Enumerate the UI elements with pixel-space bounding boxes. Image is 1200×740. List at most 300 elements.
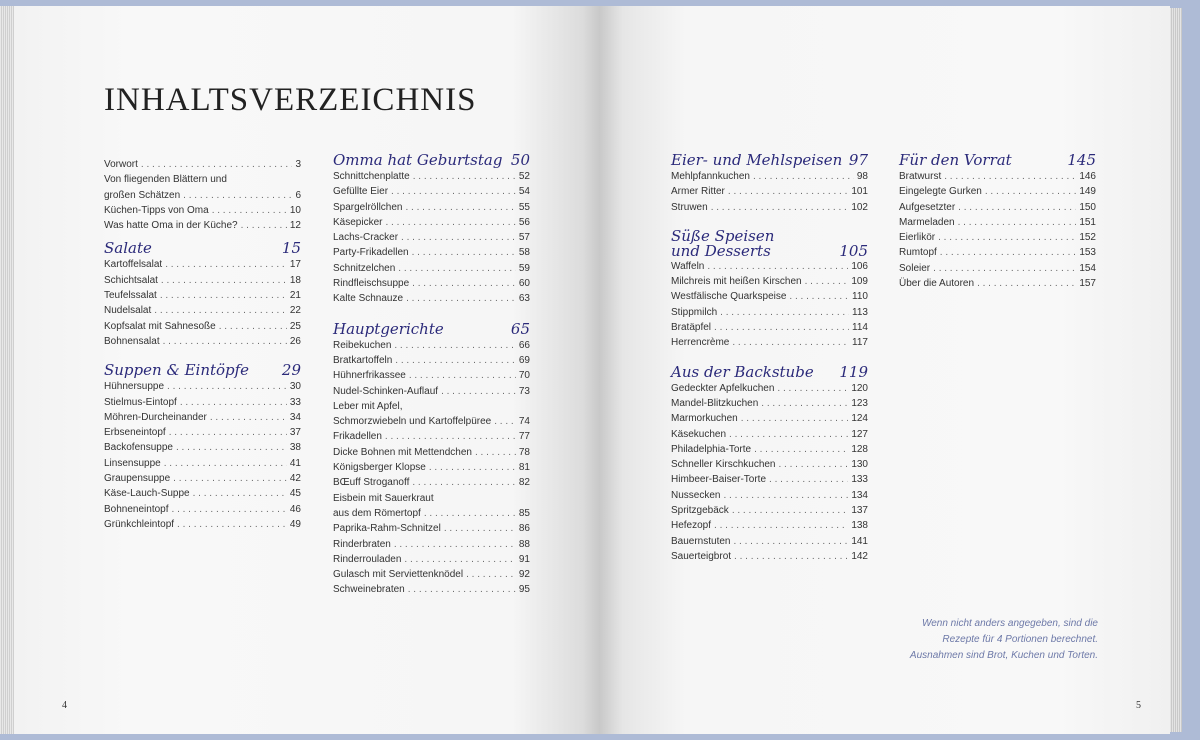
dot-leader: [404, 552, 515, 567]
dot-leader: [406, 200, 516, 215]
dot-leader: [940, 245, 1077, 260]
dot-leader: [163, 334, 287, 349]
portion-note: [880, 616, 1098, 664]
entry-title: Bratwurst: [899, 171, 942, 182]
toc-list: [671, 259, 868, 351]
dot-leader: [944, 169, 1076, 184]
toc-entry: [333, 368, 530, 383]
entry-title: Stippmilch: [671, 306, 718, 318]
toc-entry: [671, 320, 868, 335]
entry-page: 52: [518, 171, 530, 182]
entry-page: 33: [289, 396, 301, 408]
entry-title: Leber mit Apfel,: [333, 400, 403, 412]
entry-page: 17: [289, 259, 301, 271]
dot-leader: [734, 534, 849, 549]
entry-page: 114: [852, 322, 868, 334]
entry-page: 86: [518, 523, 530, 535]
entry-title: Rumtopf: [899, 247, 937, 259]
toc-entry: [671, 200, 868, 215]
toc-entry: [104, 471, 301, 486]
toc-entry: [104, 257, 301, 272]
entry-page: 6: [295, 189, 301, 201]
dot-leader: [141, 157, 293, 172]
entry-title: Kartoffelsalat: [104, 259, 163, 271]
toc-entry: [333, 184, 530, 199]
toc-entry: [104, 172, 301, 187]
dot-leader: [183, 188, 292, 203]
section-heading: [104, 362, 301, 379]
dot-leader: [412, 245, 516, 260]
toc-entry: [104, 303, 301, 318]
entry-page: 113: [852, 306, 868, 318]
toc-entry: [333, 537, 530, 552]
dot-leader: [977, 276, 1076, 291]
toc-entry: [899, 245, 1096, 260]
entry-title: Grünkchleintopf: [104, 518, 175, 530]
entry-page: 134: [851, 489, 868, 501]
section-title: Salate: [104, 239, 152, 258]
toc-entry: [333, 521, 530, 536]
section-title-line-2: und Desserts: [671, 241, 771, 260]
entry-title: Herrencrème: [671, 337, 730, 349]
entry-page: 70: [518, 370, 530, 382]
toc-entry: [671, 472, 868, 487]
section-heading: [333, 321, 530, 338]
entry-title: Hühnerfrikassee: [333, 370, 406, 382]
dot-leader: [391, 184, 516, 199]
entry-page: 109: [851, 276, 868, 288]
entry-title: Von fliegenden Blättern und: [104, 174, 227, 186]
section-title: Suppen & Eintöpfe: [104, 361, 250, 380]
dot-leader: [720, 305, 849, 320]
entry-page: 45: [289, 488, 301, 500]
entry-title: Erbseneintopf: [104, 427, 166, 439]
toc-intro-list: [104, 157, 301, 233]
section-page: 29: [281, 361, 301, 380]
toc-entry: [333, 445, 530, 460]
entry-page: 137: [851, 505, 868, 517]
entry-page: 92: [518, 569, 530, 581]
page-title: INHALTSVERZEICHNIS: [104, 82, 477, 118]
entry-page: 142: [851, 550, 868, 562]
entry-page: 110: [852, 291, 868, 303]
entry-page: 74: [518, 416, 530, 428]
entry-title: Party-Frikadellen: [333, 247, 409, 259]
section-title: [671, 226, 775, 260]
entry-page: 42: [289, 473, 301, 485]
entry-page: 157: [1079, 278, 1096, 290]
toc-column-2: [333, 152, 530, 598]
toc-entry: [333, 506, 530, 521]
toc-entry: [899, 200, 1096, 215]
toc-entry: [104, 379, 301, 394]
entry-page: 95: [518, 584, 530, 596]
section-heading: [333, 152, 530, 169]
entry-title: Was hatte Oma in der Küche?: [104, 220, 238, 232]
entry-page: 149: [1079, 186, 1096, 198]
toc-entry: [671, 427, 868, 442]
entry-title: Schneller Kirschkuchen: [671, 459, 776, 471]
dot-leader: [193, 486, 287, 501]
entry-page: 91: [518, 553, 530, 565]
section-title-line-1: Süße Speisen: [671, 226, 775, 245]
dot-leader: [219, 319, 287, 334]
entry-page: 123: [851, 397, 868, 409]
section-heading: [899, 152, 1096, 169]
entry-title: Küchen-Tipps von Oma: [104, 204, 209, 216]
toc-entry: [899, 215, 1096, 230]
entry-title: Stielmus-Eintopf: [104, 396, 177, 408]
section-page: 119: [839, 362, 868, 381]
toc-column-1: [104, 157, 301, 532]
entry-page: 152: [1079, 232, 1096, 244]
entry-page: 59: [518, 262, 530, 274]
entry-page: 56: [518, 216, 530, 228]
dot-leader: [385, 215, 515, 230]
toc-entry: [333, 291, 530, 306]
section-page: 145: [1067, 151, 1096, 169]
toc-entry: [333, 552, 530, 567]
entry-title: Bratäpfel: [671, 322, 712, 334]
dot-leader: [789, 289, 849, 304]
toc-entry: [671, 274, 868, 289]
entry-page: 66: [518, 339, 530, 351]
toc-entry: [333, 460, 530, 475]
dot-leader: [466, 567, 516, 582]
toc-entry: [104, 319, 301, 334]
toc-entry: [104, 273, 301, 288]
entry-title: Himbeer-Baiser-Torte: [671, 474, 767, 486]
toc-entry: [671, 335, 868, 350]
entry-title: Frikadellen: [333, 431, 382, 443]
entry-page: 54: [518, 186, 530, 198]
toc-entry: [104, 395, 301, 410]
entry-title: Mandel-Blitzkuchen: [671, 397, 759, 409]
entry-page: 130: [851, 459, 868, 471]
toc-entry: [899, 230, 1096, 245]
entry-title: Kalte Schnauze: [333, 293, 404, 305]
toc-list: [899, 169, 1096, 291]
section-page: 15: [281, 239, 301, 258]
toc-entry: [333, 215, 530, 230]
dot-leader: [241, 218, 287, 233]
entry-page: 102: [851, 201, 868, 213]
dot-leader: [412, 475, 516, 490]
entry-page: 26: [289, 335, 301, 347]
toc-entry: [671, 503, 868, 518]
entry-title: Bohneneintopf: [104, 503, 169, 515]
entry-page: 69: [518, 354, 530, 366]
entry-title: BŒuff Stroganoff: [333, 477, 410, 489]
entry-title: Reibekuchen: [333, 339, 392, 351]
page-number-right: 5: [1136, 700, 1141, 711]
toc-entry: [333, 475, 530, 490]
entry-page: 153: [1079, 247, 1096, 259]
note-line: Wenn nicht anders angegeben, sind die: [921, 618, 1098, 629]
entry-title: Vorwort: [104, 159, 138, 170]
entry-title: Paprika-Rahm-Schnitzel: [333, 523, 441, 535]
entry-title: Schichtsalat: [104, 274, 158, 286]
entry-page: 101: [851, 186, 868, 198]
dot-leader: [754, 442, 848, 457]
toc-entry: [333, 429, 530, 444]
toc-entry: [104, 157, 301, 172]
entry-page: 60: [518, 278, 530, 290]
entry-page: 49: [289, 518, 301, 530]
dot-leader: [728, 184, 848, 199]
toc-entry: [104, 425, 301, 440]
entry-title: Möhren-Durcheinander: [104, 411, 207, 423]
toc-entry: [104, 188, 301, 203]
entry-title: Westfälische Quarkspeise: [671, 291, 787, 303]
entry-title: Spritzgebäck: [671, 505, 729, 517]
dot-leader: [210, 410, 287, 425]
toc-entry: [333, 169, 530, 184]
entry-title: Käsekuchen: [671, 428, 727, 440]
toc-entry: [671, 305, 868, 320]
dot-leader: [409, 368, 516, 383]
entry-page: 58: [518, 247, 530, 259]
toc-entry: [104, 288, 301, 303]
entry-title: Sauerteigbrot: [671, 550, 732, 562]
dot-leader: [741, 411, 849, 426]
dot-leader: [494, 414, 516, 429]
dot-leader: [958, 215, 1077, 230]
toc-entry: [671, 442, 868, 457]
dot-leader: [723, 488, 848, 503]
entry-title: Käsepicker: [333, 216, 383, 228]
toc-entry: [333, 200, 530, 215]
entry-page: 127: [851, 428, 868, 440]
toc-entry: [671, 381, 868, 396]
entry-title: Marmorkuchen: [671, 413, 738, 425]
dot-leader: [429, 460, 516, 475]
entry-title: Schmorzwiebeln und Kartoffelpüree: [333, 416, 492, 428]
entry-title: Teufelssalat: [104, 290, 157, 302]
toc-entry: [104, 203, 301, 218]
entry-title: Eingelegte Gurken: [899, 186, 982, 198]
toc-entry: [104, 410, 301, 425]
entry-page: 82: [518, 477, 530, 489]
dot-leader: [385, 429, 516, 444]
entry-title: Dicke Bohnen mit Mettendchen: [333, 446, 472, 458]
page-number-left: 4: [62, 700, 67, 711]
toc-entry: [671, 518, 868, 533]
entry-title: Rindfleischsuppe: [333, 278, 410, 290]
section-heading: [671, 226, 868, 260]
toc-entry: [104, 218, 301, 233]
dot-leader: [732, 335, 849, 350]
dot-leader: [180, 395, 287, 410]
entry-page: 77: [518, 431, 530, 443]
toc-entry: [671, 396, 868, 411]
entry-page: 138: [851, 520, 868, 532]
toc-entry: [899, 261, 1096, 276]
entry-title: Schnitzelchen: [333, 262, 396, 274]
dot-leader: [165, 257, 287, 272]
entry-title: Mehlpfannkuchen: [671, 171, 750, 182]
entry-page: 88: [518, 538, 530, 550]
dot-leader: [441, 384, 516, 399]
dot-leader: [475, 445, 516, 460]
entry-title: Nudelsalat: [104, 305, 152, 317]
toc-entry: [104, 502, 301, 517]
toc-entry: [671, 534, 868, 549]
toc-entry: [671, 259, 868, 274]
entry-title: Schweinebraten: [333, 584, 405, 596]
dot-leader: [398, 261, 516, 276]
dot-leader: [408, 582, 516, 597]
entry-page: 133: [851, 474, 868, 486]
dot-leader: [176, 440, 287, 455]
entry-page: 146: [1079, 171, 1096, 182]
entry-title: Gedeckter Apfelkuchen: [671, 382, 775, 394]
dot-leader: [707, 259, 848, 274]
section-heading: [671, 364, 868, 381]
dot-leader: [172, 502, 287, 517]
entry-title: Nussecken: [671, 489, 721, 501]
toc-entry: [104, 440, 301, 455]
entry-page: 57: [518, 232, 530, 244]
entry-title: Soleier: [899, 262, 931, 274]
toc-entry: [671, 488, 868, 503]
toc-entry: [671, 411, 868, 426]
toc-entry: [671, 289, 868, 304]
section-title: Aus der Backstube: [671, 362, 814, 381]
entry-page: 78: [518, 446, 530, 458]
toc-entry: [333, 384, 530, 399]
entry-page: 141: [851, 535, 868, 547]
toc-entry: [333, 261, 530, 276]
entry-page: 151: [1079, 216, 1096, 228]
entry-title: Backofensuppe: [104, 442, 173, 454]
entry-title: Bauernstuten: [671, 535, 731, 547]
dot-leader: [173, 471, 287, 486]
toc-entry: [104, 334, 301, 349]
entry-page: 120: [851, 382, 868, 394]
entry-title: Rinderbraten: [333, 538, 391, 550]
dot-leader: [424, 506, 516, 521]
entry-title: Lachs-Cracker: [333, 232, 399, 244]
entry-page: 41: [289, 457, 301, 469]
dot-leader: [958, 200, 1076, 215]
section-heading: [671, 152, 868, 169]
page-edges-right: [1168, 8, 1182, 732]
entry-title: Linsensuppe: [104, 457, 161, 469]
entry-page: 85: [518, 507, 530, 519]
dot-leader: [729, 427, 848, 442]
entry-page: 22: [289, 305, 301, 317]
entry-page: 18: [289, 274, 301, 286]
toc-list: [104, 257, 301, 349]
toc-entry: [899, 276, 1096, 291]
toc-entry: [333, 491, 530, 506]
entry-title: Gefüllte Eier: [333, 186, 389, 198]
entry-page: 128: [851, 443, 868, 455]
section-page: 97: [848, 151, 868, 169]
dot-leader: [160, 288, 287, 303]
entry-title: Graupensuppe: [104, 473, 171, 485]
entry-page: 37: [289, 427, 301, 439]
entry-page: 154: [1079, 262, 1096, 274]
dot-leader: [938, 230, 1076, 245]
toc-entry: [899, 169, 1096, 184]
entry-title: Nudel-Schinken-Auflauf: [333, 385, 439, 397]
entry-page: 55: [518, 201, 530, 213]
dot-leader: [154, 303, 287, 318]
dot-leader: [769, 472, 848, 487]
toc-list: [333, 338, 530, 598]
toc-column-3: [671, 152, 868, 564]
section-title: Für den Vorrat: [899, 151, 1012, 169]
dot-leader: [933, 261, 1076, 276]
dot-leader: [777, 381, 848, 396]
dot-leader: [177, 517, 287, 532]
dot-leader: [714, 518, 848, 533]
dot-leader: [761, 396, 848, 411]
entry-title: Über die Autoren: [899, 278, 975, 290]
entry-page: 117: [852, 337, 868, 349]
toc-entry: [104, 456, 301, 471]
entry-title: Hühnersuppe: [104, 381, 165, 393]
dot-leader: [406, 291, 516, 306]
entry-title: Kopfsalat mit Sahnesoße: [104, 320, 216, 332]
entry-page: 3: [295, 159, 301, 170]
toc-entry: [333, 399, 530, 414]
note-line: Rezepte für 4 Portionen berechnet.: [942, 634, 1098, 645]
entry-title: Hefezopf: [671, 520, 712, 532]
entry-title: Bratkartoffeln: [333, 354, 393, 366]
toc-entry: [333, 567, 530, 582]
entry-page: 124: [851, 413, 868, 425]
entry-page: 106: [851, 260, 868, 272]
entry-title: Eisbein mit Sauerkraut: [333, 492, 434, 504]
entry-title: Schnittchenplatte: [333, 171, 410, 182]
entry-title: Eierlikör: [899, 232, 936, 244]
entry-title: Gulasch mit Serviettenknödel: [333, 569, 464, 581]
dot-leader: [734, 549, 848, 564]
entry-page: 73: [518, 385, 530, 397]
toc-entry: [333, 582, 530, 597]
section-title: Hauptgerichte: [333, 319, 444, 338]
dot-leader: [444, 521, 516, 536]
dot-leader: [394, 537, 516, 552]
dot-leader: [167, 379, 287, 394]
entry-page: 98: [856, 171, 868, 182]
entry-title: Milchreis mit heißen Kirschen: [671, 276, 802, 288]
toc-list: [671, 381, 868, 565]
entry-page: 12: [289, 220, 301, 232]
toc-entry: [333, 245, 530, 260]
toc-entry: [671, 457, 868, 472]
dot-leader: [779, 457, 849, 472]
entry-title: Philadelphia-Torte: [671, 443, 752, 455]
entry-title: Käse-Lauch-Suppe: [104, 488, 190, 500]
entry-page: 46: [289, 503, 301, 515]
toc-entry: [333, 338, 530, 353]
toc-entry: [104, 517, 301, 532]
entry-page: 63: [518, 293, 530, 305]
toc-list: [104, 379, 301, 532]
toc-entry: [333, 276, 530, 291]
section-heading: [104, 240, 301, 257]
section-title: Omma hat Geburtstag: [333, 151, 503, 169]
section-title: Eier- und Mehlspeisen: [671, 151, 843, 169]
entry-page: 150: [1079, 201, 1096, 213]
dot-leader: [169, 425, 287, 440]
toc-entry: [333, 414, 530, 429]
entry-title: Rinderrouladen: [333, 553, 402, 565]
